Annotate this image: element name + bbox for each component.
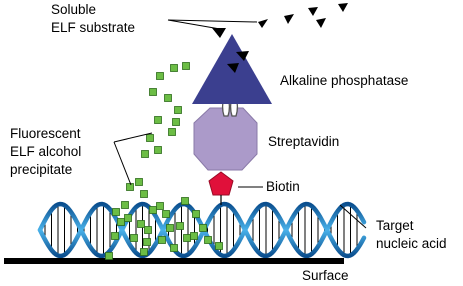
surface-label: Surface <box>302 268 349 283</box>
green-square-icon <box>136 179 143 186</box>
green-square-icon <box>163 211 170 218</box>
green-square-icon <box>200 225 207 232</box>
green-square-icon <box>155 117 162 124</box>
substrate-label-line1: Soluble <box>51 2 97 17</box>
green-square-icon <box>193 211 200 218</box>
green-square-icon <box>205 237 212 244</box>
green-square-icon <box>216 243 223 250</box>
precipitate-label-line3: precipitate <box>10 162 73 177</box>
green-square-icon <box>155 147 162 154</box>
green-square-icon <box>191 233 198 240</box>
green-square-icon <box>173 119 180 126</box>
precipitate-label-line2: ELF alcohol <box>10 144 82 159</box>
green-square-icon <box>141 191 148 198</box>
green-square-icon <box>106 253 113 260</box>
green-square-icon <box>177 223 184 230</box>
green-square-icon <box>150 207 157 214</box>
black-triangle-icon <box>308 7 318 16</box>
streptavidin-label: Streptavidin <box>268 134 340 149</box>
biotin-label: Biotin <box>266 179 300 194</box>
green-square-icon <box>150 89 157 96</box>
green-square-icon <box>147 135 154 142</box>
black-triangle-icon <box>212 28 226 38</box>
green-square-icon <box>182 198 189 205</box>
green-square-icon <box>131 235 138 242</box>
green-square-icon <box>157 73 164 80</box>
green-square-icon <box>141 249 148 256</box>
green-square-icon <box>183 63 190 70</box>
enzyme-label: Alkaline phosphatase <box>280 73 409 88</box>
green-square-icon <box>171 65 178 72</box>
precipitate-label-line1: Fluorescent <box>10 126 81 141</box>
green-square-icon <box>169 129 176 136</box>
green-square-icon <box>127 184 134 191</box>
target-label-line1: Target <box>376 218 414 233</box>
green-square-icon <box>159 237 166 244</box>
green-square-icon <box>144 239 151 246</box>
green-square-icon <box>184 235 191 242</box>
green-square-icon <box>112 233 119 240</box>
green-square-icon <box>175 107 182 114</box>
green-square-icon <box>138 221 145 228</box>
black-triangle-icon <box>258 19 268 28</box>
green-square-icon <box>165 95 172 102</box>
green-square-icon <box>142 151 149 158</box>
green-square-icon <box>125 215 132 222</box>
green-square-icon <box>171 245 178 252</box>
green-square-icon <box>118 219 125 226</box>
black-triangle-icon <box>338 3 348 12</box>
green-square-icon <box>145 227 152 234</box>
green-square-icon <box>167 225 174 232</box>
substrate-label-line2: ELF substrate <box>51 20 136 35</box>
black-triangle-icon <box>284 14 294 24</box>
green-square-icon <box>122 202 129 209</box>
target-label-line2: nucleic acid <box>376 236 447 251</box>
black-triangle-icon <box>316 18 326 28</box>
green-square-icon <box>157 203 164 210</box>
green-square-icon <box>113 209 120 216</box>
surface-bar <box>4 258 344 264</box>
streptavidin-shape <box>194 108 257 170</box>
biotin-shape <box>209 172 233 195</box>
